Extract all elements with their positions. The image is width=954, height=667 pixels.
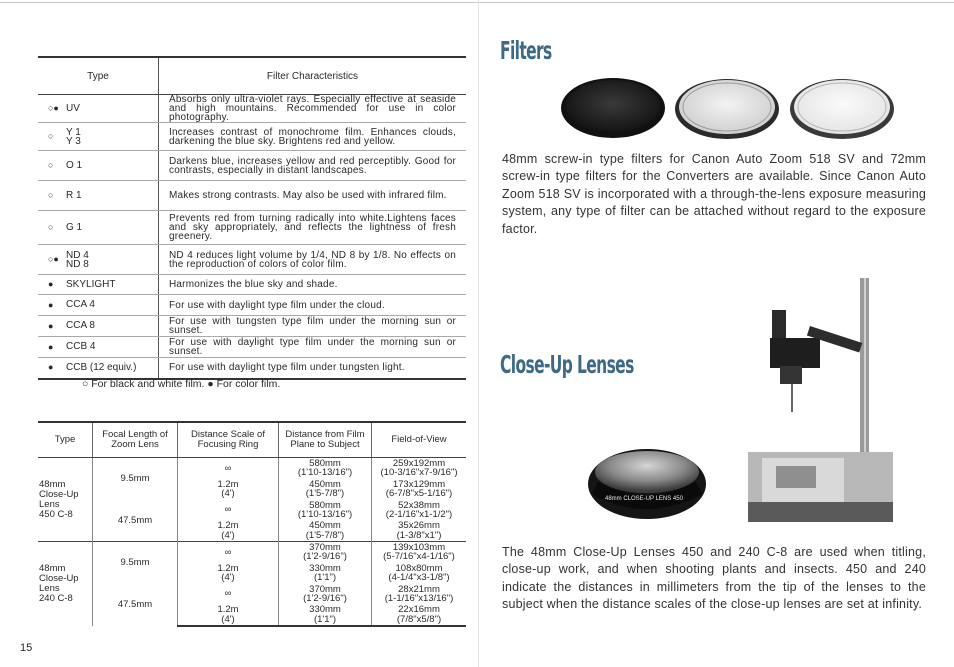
filter-characteristics-cell: For use with daylight type film under tungsten light. (159, 358, 467, 379)
close-up-lens-image (587, 448, 707, 520)
field-of-view-mm: 22x16mm (398, 604, 440, 615)
filter-characteristics-cell: Prevents red from turning radically into white.Lightens faces and sky appropriately, and reflects the lightness of fresh greenery. (159, 211, 467, 245)
close-up-description: The 48mm Close-Up Lenses 450 and 240 C-8 are used when titling, close-up work, and when shooting plants and insects. 450 and 240 indicate the distances in millimeters from the tip of the lenses to the subject when the distance scales of the close-up lenses are set at infinity. (502, 545, 926, 612)
distance-scale-feet: (4') (221, 572, 235, 583)
lens-table-row (38, 542, 466, 563)
distance-mm: 580mm (309, 457, 341, 469)
filter-row (38, 275, 466, 295)
filter-characteristics-cell: Darkens blue, increases yellow and red perceptibly. Good for contrasts, especially in distant landscapes. (159, 151, 467, 181)
distance-scale-value: ∞ (224, 546, 232, 558)
filters-heading: Filters (500, 36, 552, 65)
film-type-symbol: ● (48, 299, 54, 310)
close-up-lenses-heading: Close-Up Lenses (500, 350, 634, 379)
film-type-symbol: ○ (48, 222, 54, 233)
filter-type-cell (38, 316, 159, 337)
distance-scale-cell (178, 521, 279, 542)
filter-characteristics-cell: Makes strong contrasts. May also be used with infrared film. (159, 181, 467, 211)
lens-type-cell: 48mm Close-Up Lens 450 C-8 (38, 458, 93, 542)
field-of-view-inches: (1-1/16"x13/16") (384, 593, 454, 604)
film-type-symbol: ○ (48, 160, 54, 171)
page-number: 15 (20, 642, 33, 654)
field-of-view-cell (372, 500, 467, 521)
lens-table-body (38, 458, 466, 626)
lens-table-row (38, 500, 466, 521)
filter-row (38, 151, 466, 181)
focal-length-header: Focal Length of Zoom Lens (93, 422, 178, 458)
film-type-symbol: ● (48, 362, 54, 373)
distance-inches: (1'1") (313, 613, 337, 625)
filters-description: 48mm screw-in type filters for Canon Auto Zoom 518 SV and 72mm screw-in type filters for the Converters are available. Since Canon Auto Zoom 518 SV is incorporated with a through-the-lens exposure measuring system, any type of filter can be attached without regard to the exposure factor. (502, 152, 926, 236)
field-of-view-mm: 108x80mm (395, 562, 443, 574)
field-of-view-inches: (6-7/8"x5-1/16") (385, 488, 453, 499)
field-of-view-inches: (7/8"x5/8") (396, 613, 442, 625)
filter-type-name: UV (66, 102, 80, 114)
distance-scale-value: 1.2m (217, 520, 239, 532)
distance-inches: (1'10-13/16") (297, 467, 353, 479)
dark-filter-image (561, 78, 665, 138)
copy-stand-image (740, 270, 940, 528)
field-of-view-mm: 139x103mm (392, 541, 446, 553)
distance-from-film-cell (279, 563, 372, 584)
filter-type-name: CCA 8 (66, 320, 95, 332)
filter-row (38, 95, 466, 123)
film-type-symbol: ○● (48, 103, 59, 114)
field-of-view-mm: 259x192mm (392, 457, 446, 469)
distance-mm: 370mm (309, 541, 341, 553)
filter-characteristics-cell: Increases contrast of monochrome film. Enhances clouds, darkening the blue sky. Brightens red and yellow. (159, 123, 467, 151)
distance-inches: (1'5-7/8") (305, 529, 345, 541)
field-of-view-mm: 35x26mm (398, 520, 440, 532)
filter-images (560, 76, 900, 140)
filter-type-name: ND 4 ND 8 (66, 249, 89, 270)
distance-mm: 450mm (309, 478, 341, 490)
distance-inches: (1'1") (313, 572, 337, 583)
filter-row (38, 316, 466, 337)
field-of-view-mm: 52x38mm (398, 499, 440, 511)
distance-scale-cell (178, 458, 279, 479)
field-of-view-mm: 28x21mm (398, 583, 440, 595)
filter-type-name: SKYLIGHT (66, 278, 116, 290)
distance-scale-cell (178, 542, 279, 563)
filter-characteristics-header: Filter Characteristics (159, 57, 467, 95)
distance-from-film-cell (279, 521, 372, 542)
filter-table-body (38, 95, 466, 379)
film-type-symbol: ○ (48, 131, 54, 142)
film-type-symbol: ● (48, 320, 54, 331)
distance-from-film-cell (279, 458, 372, 479)
distance-scale-value: ∞ (224, 504, 232, 516)
filter-type-header: Type (38, 57, 159, 95)
filter-characteristics-cell: Absorbs only ultra-violet rays. Especially effective at seaside and high mountains. Recommended for use in color photography. (159, 95, 467, 123)
distance-scale-feet: (4') (221, 529, 235, 541)
light-filter-image (790, 79, 894, 139)
distance-inches: (1'10-13/16") (297, 509, 353, 520)
distance-from-film-cell (279, 500, 372, 521)
lens-type-cell: 48mm Close-Up Lens 240 C-8 (38, 542, 93, 626)
filter-row (38, 337, 466, 358)
field-of-view-cell (372, 605, 467, 626)
top-rule (0, 2, 954, 3)
filter-type-cell (38, 337, 159, 358)
film-type-symbol: ○ (48, 190, 54, 201)
distance-scale-value: ∞ (224, 588, 232, 600)
field-of-view-cell (372, 563, 467, 584)
film-legend: ○ For black and white film. ● For color film. (82, 378, 281, 390)
field-of-view-inches: (1-3/8"x1") (396, 529, 442, 541)
distance-inches: (1'2-9/16") (303, 551, 347, 563)
distance-inches: (1'5-7/8") (305, 488, 345, 499)
distance-scale-value: ∞ (224, 462, 232, 474)
filter-characteristics-cell: For use with tungsten type film under the morning sun or sunset. (159, 316, 467, 337)
filter-type-cell (38, 295, 159, 316)
page-gutter (478, 0, 479, 667)
distance-scale-cell (178, 563, 279, 584)
film-type-symbol: ● (48, 279, 54, 290)
film-type-symbol: ● (48, 341, 54, 352)
distance-scale-value: 1.2m (217, 604, 239, 615)
film-type-symbol: ○● (48, 254, 59, 265)
filter-type-cell (38, 211, 159, 245)
field-of-view-cell (372, 458, 467, 479)
lens-ring-text: 48mm CLOSE-UP LENS 450 (605, 496, 683, 502)
distance-scale-header: Distance Scale of Focusing Ring (178, 422, 279, 458)
filter-table (38, 56, 466, 380)
distance-scale-value: 1.2m (217, 562, 239, 574)
filter-type-cell (38, 245, 159, 275)
distance-from-film-cell (279, 542, 372, 563)
distance-scale-cell (178, 500, 279, 521)
field-of-view-header: Field-of-View (372, 422, 467, 458)
field-of-view-cell (372, 584, 467, 605)
distance-mm: 370mm (309, 583, 341, 595)
filter-type-name: O 1 (66, 159, 83, 171)
filter-type-name: G 1 (66, 221, 83, 233)
filter-row (38, 358, 466, 379)
filter-type-name: CCB (12 equiv.) (66, 362, 137, 374)
filter-type-name: CCA 4 (66, 299, 95, 311)
distance-from-film-cell (279, 584, 372, 605)
focal-length-cell: 47.5mm (93, 584, 178, 626)
filter-characteristics-cell: ND 4 reduces light volume by 1/4, ND 8 by 1/8. No effects on the reproduction of colors of color film. (159, 245, 467, 275)
focal-length-cell: 9.5mm (93, 458, 178, 500)
distance-scale-feet: (4') (221, 488, 235, 499)
focal-length-cell: 9.5mm (93, 542, 178, 584)
distance-mm: 330mm (309, 562, 341, 574)
filter-row (38, 211, 466, 245)
distance-from-film-cell (279, 605, 372, 626)
filter-type-cell (38, 123, 159, 151)
filter-type-cell (38, 95, 159, 123)
distance-from-film-cell (279, 479, 372, 500)
distance-scale-feet: (4') (221, 613, 235, 625)
filter-characteristics-cell: Harmonizes the blue sky and shade. (159, 275, 467, 295)
lens-table-row (38, 584, 466, 605)
filter-type-cell (38, 181, 159, 211)
filter-row (38, 123, 466, 151)
lens-type-header: Type (38, 422, 93, 458)
distance-scale-cell (178, 605, 279, 626)
distance-inches: (1'2-9/16") (303, 593, 347, 604)
field-of-view-mm: 173x129mm (392, 478, 446, 490)
field-of-view-cell (372, 521, 467, 542)
field-of-view-cell (372, 542, 467, 563)
filter-characteristics-cell: For use with daylight type film under the morning sun or sunset. (159, 337, 467, 358)
field-of-view-cell (372, 479, 467, 500)
lens-table-row (38, 458, 466, 479)
filter-type-cell (38, 358, 159, 379)
distance-scale-cell (178, 584, 279, 605)
field-of-view-inches: (5-7/16"x4-1/16") (383, 551, 455, 563)
filter-type-name: R 1 (66, 189, 82, 201)
filter-type-name: Y 1 Y 3 (66, 126, 81, 147)
distance-scale-cell (178, 479, 279, 500)
distance-mm: 330mm (309, 604, 341, 615)
filter-characteristics-cell: For use with daylight type film under the cloud. (159, 295, 467, 316)
filter-row (38, 181, 466, 211)
medium-filter-image (675, 79, 779, 139)
distance-mm: 450mm (309, 520, 341, 532)
focal-length-cell: 47.5mm (93, 500, 178, 542)
field-of-view-inches: (10-3/16"x7-9/16") (380, 467, 458, 479)
filter-type-name: CCB 4 (66, 341, 96, 353)
filter-type-cell (38, 275, 159, 295)
filter-type-cell (38, 151, 159, 181)
close-up-lens-table (38, 421, 466, 627)
distance-from-film-header: Distance from Film Plane to Subject (279, 422, 372, 458)
filter-row (38, 245, 466, 275)
distance-scale-value: 1.2m (217, 478, 239, 490)
filter-row (38, 295, 466, 316)
field-of-view-inches: (2-1/16"x1-1/2") (385, 509, 453, 520)
distance-mm: 580mm (309, 499, 341, 511)
field-of-view-inches: (4-1/4"x3-1/8") (388, 572, 450, 583)
